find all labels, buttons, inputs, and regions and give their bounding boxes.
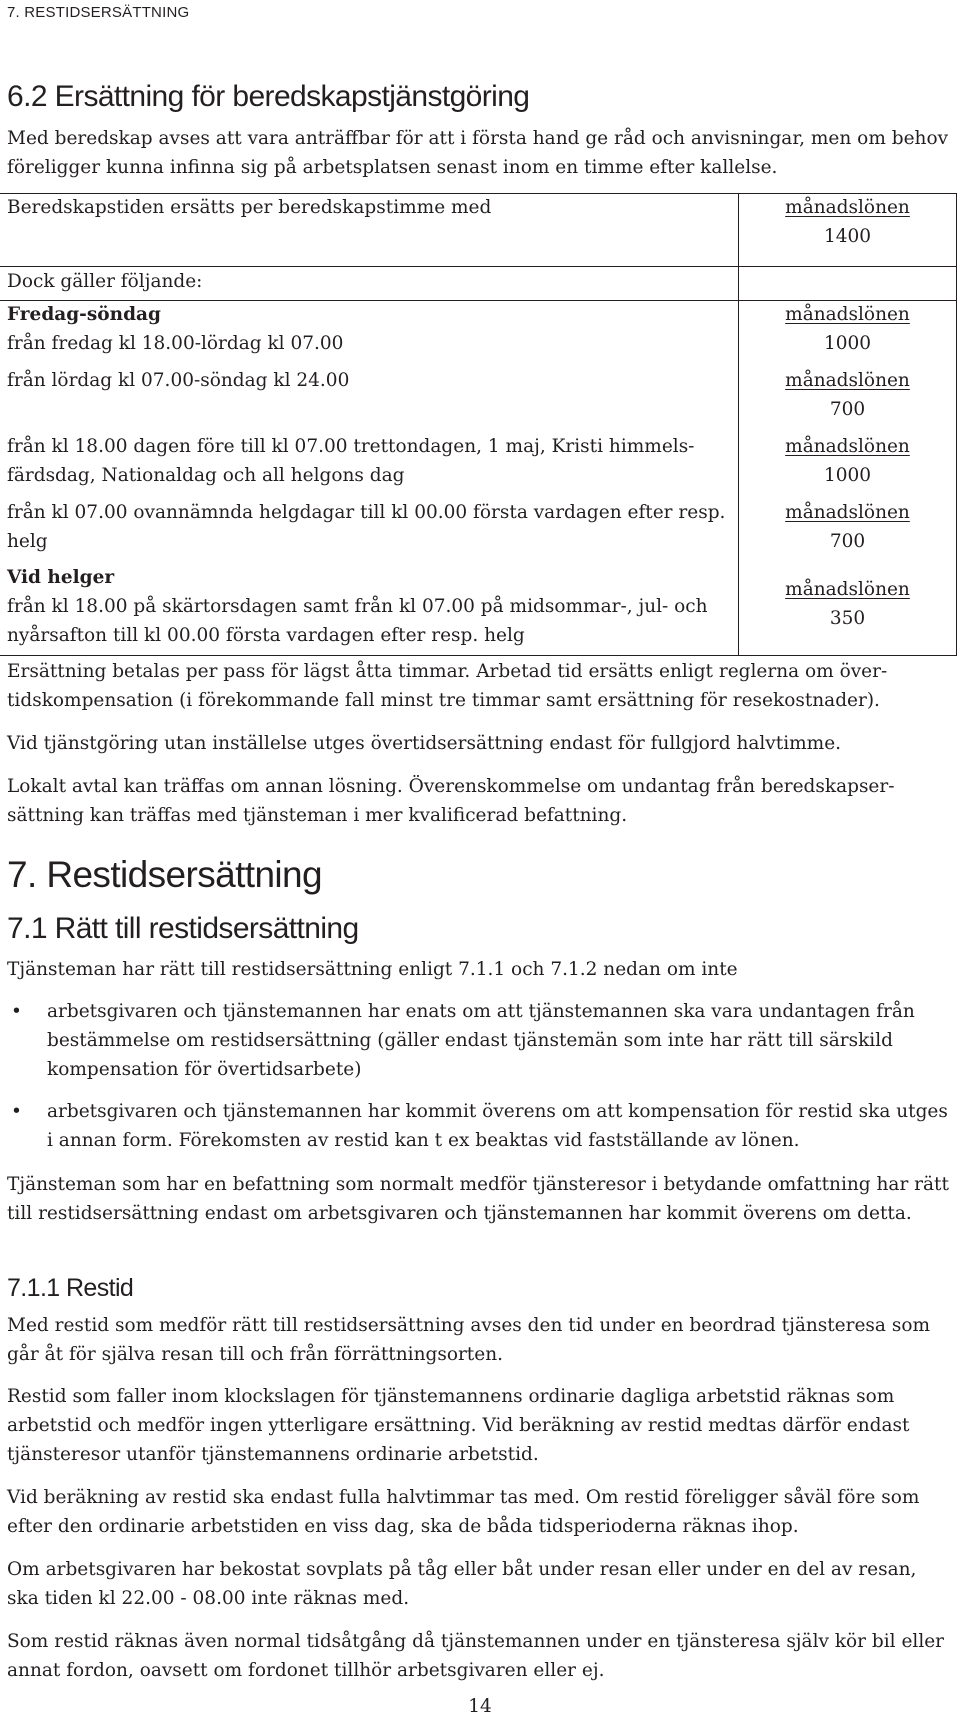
value-number: 700 xyxy=(829,531,866,552)
table-cell-value xyxy=(740,498,955,556)
list-item-text: arbetsgivaren och tjänstemannen har kommit överens om att kompensation för restid ska utges i annan form. Förekomsten av restid kan t ex beaktas vid fastställande av lönen. xyxy=(47,1101,948,1151)
value-label: månadslönen xyxy=(785,304,910,325)
value-label: månadslönen xyxy=(785,436,910,457)
value-number: 1400 xyxy=(823,226,872,247)
section-7-1-1-heading: 7.1.1 Restid xyxy=(7,1274,134,1302)
row-bold-heading: Vid helger xyxy=(7,567,115,588)
paragraph: Vid beräkning av restid ska endast fulla halvtimmar tas med. Om restid föreligger såväl före som efter den ordinarie arbetstiden en viss dag, ska de båda tidsperioderna räknas ihop. xyxy=(7,1487,920,1537)
table-cell-description xyxy=(7,300,727,358)
value-number: 350 xyxy=(829,608,866,629)
paragraph: Som restid räknas även normal tidsåtgång då tjänstemannen under en tjänsteresa själv kör bil eller annat fordon, oavsett om fordonet tillhör arbetsgivaren eller ej. xyxy=(7,1631,945,1681)
section-6-2-intro: Med beredskap avses att vara anträffbar för att i första hand ge råd och anvisningar, men om behov föreligger kunna infinna sig på arbetsplatsen senast inom en timme efter kallelse. xyxy=(7,128,949,178)
chapter-7-heading: 7. Restidsersättning xyxy=(7,854,323,895)
list-item-text: arbetsgivaren och tjänstemannen har enats om att tjänstemannen ska vara undantagen från bestämmelse om restidsersättning (gäller endast tjänstemän som inte har rätt till särskild kompensation för övertidsarbete) xyxy=(47,1001,915,1080)
table-cell-value xyxy=(740,366,955,424)
paragraph: Om arbetsgivaren har bekostat sovplats på tåg eller båt under resan eller under en del av resan, ska tiden kl 22.00 - 08.00 inte räknas med. xyxy=(7,1559,917,1609)
paragraph: Med restid som medför rätt till restidsersättning avses den tid under en beordrad tjänsteresa som går åt för själva resan till och från förrättningsorten. xyxy=(7,1315,931,1365)
table-cell-value xyxy=(740,193,955,251)
bullet-symbol: • xyxy=(11,1001,22,1022)
table-cell-description xyxy=(7,563,727,650)
table-cell-description: Beredskapstiden ersätts per beredskapstimme med xyxy=(7,197,492,218)
paragraph: Lokalt avtal kan träffas om annan lösning. Överenskommelse om undantag från beredskapser-sättning kan träffas med tjänsteman i mer kvalificerad befattning. xyxy=(7,776,895,826)
value-number: 700 xyxy=(829,399,866,420)
section-7-1-heading: 7.1 Rätt till restidsersättning xyxy=(7,912,359,945)
table-cell-value xyxy=(740,575,955,633)
compensation-table xyxy=(0,193,957,656)
table-cell-description: från kl 18.00 dagen före till kl 07.00 trettondagen, 1 maj, Kristi himmels-färdsdag, Nationaldag och all helgons dag xyxy=(7,436,695,486)
row-text: från fredag kl 18.00-lördag kl 07.00 xyxy=(7,333,344,354)
table-cell-description: Dock gäller följande: xyxy=(7,271,203,292)
section-7-1-intro: Tjänsteman har rätt till restidsersättning enligt 7.1.1 och 7.1.2 nedan om inte xyxy=(7,959,738,980)
row-text: från kl 18.00 på skärtorsdagen samt från kl 07.00 på midsommar-, jul- och nyårsafton till kl 00.00 första vardagen efter resp. helg xyxy=(7,596,708,646)
table-row xyxy=(0,266,957,300)
list-item xyxy=(7,997,950,1084)
table-row xyxy=(0,194,957,266)
page-number: 14 xyxy=(468,1696,492,1717)
row-bold-heading: Fredag-söndag xyxy=(7,304,161,325)
running-head: 7. RESTIDSERSÄTTNING xyxy=(7,4,190,21)
table-cell-value xyxy=(740,300,955,358)
table-row xyxy=(0,300,957,366)
table-cell-description: från lördag kl 07.00-söndag kl 24.00 xyxy=(7,370,350,391)
paragraph: Tjänsteman som har en befattning som normalt medför tjänsteresor i betydande omfattning har rätt till restidsersättning endast om arbetsgivaren och tjänstemannen har kommit överens om detta. xyxy=(7,1174,949,1224)
paragraph: Ersättning betalas per pass för lägst åtta timmar. Arbetad tid ersätts enligt reglerna om över-tidskompensation (i förekommande fall minst tre timmar samt ersättning för resekostnader). xyxy=(7,661,888,711)
table-row xyxy=(0,562,957,657)
value-label: månadslönen xyxy=(785,370,910,391)
table-cell-value xyxy=(740,432,955,490)
value-label: månadslönen xyxy=(785,502,910,523)
table-row xyxy=(0,366,957,432)
list-item xyxy=(7,1097,950,1155)
table-row xyxy=(0,498,957,562)
section-6-2-heading: 6.2 Ersättning för beredskapstjänstgöring xyxy=(7,80,530,113)
paragraph: Vid tjänstgöring utan inställelse utges övertidsersättning endast för fullgjord halvtimme. xyxy=(7,733,842,754)
paragraph: Restid som faller inom klockslagen för tjänstemannens ordinarie dagliga arbetstid räknas som arbetstid och medför ingen ytterligare ersättning. Vid beräkning av restid medtas därför endast tjänsteresor utanför tjänstemannens ordinarie arbetstid. xyxy=(7,1386,910,1465)
value-number: 1000 xyxy=(823,333,872,354)
value-label: månadslönen xyxy=(785,197,910,218)
bullet-symbol: • xyxy=(11,1101,22,1122)
value-number: 1000 xyxy=(823,465,872,486)
table-cell-description: från kl 07.00 ovannämnda helgdagar till kl 00.00 första vardagen efter resp. helg xyxy=(7,502,726,552)
value-label: månadslönen xyxy=(785,579,910,600)
table-row xyxy=(0,432,957,498)
